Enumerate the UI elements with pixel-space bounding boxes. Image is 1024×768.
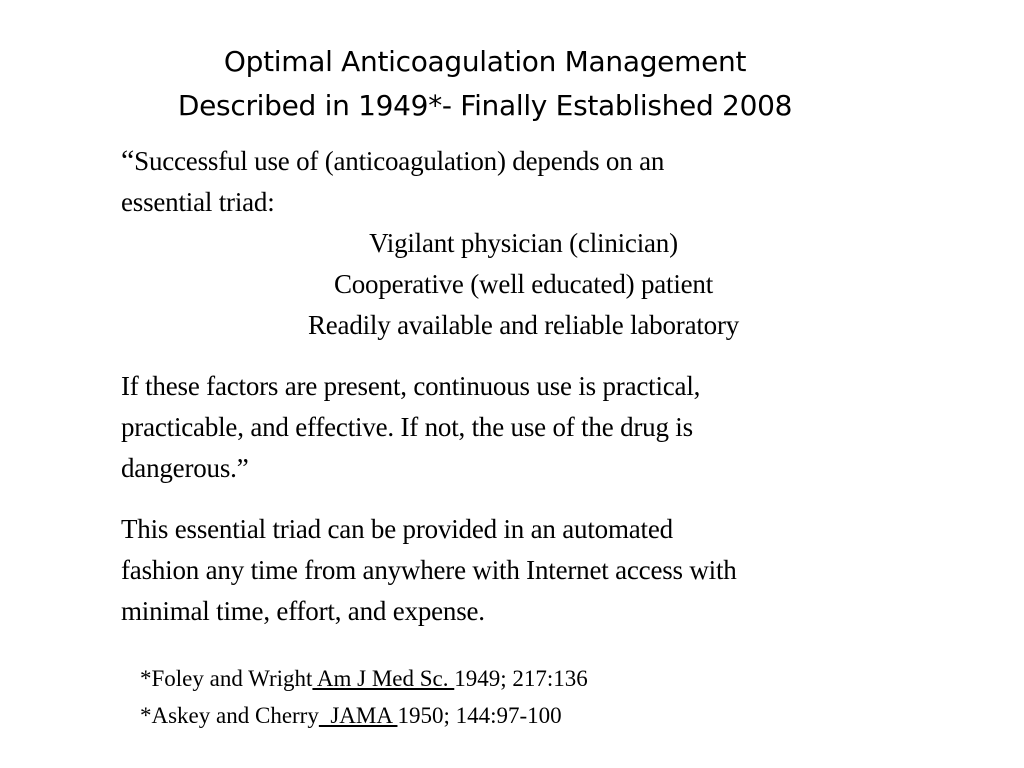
statement-line-1: This essential triad can be provided in an automated [121,514,673,544]
references [140,660,588,734]
reference-2-journal: JAMA [318,703,398,728]
statement-line-2: fashion any time from anywhere with Internet access with [121,555,737,585]
factors-line-3: dangerous.” [121,453,249,483]
reference-1-authors: *Foley and Wright [140,666,313,691]
reference-askey-cherry [140,697,588,734]
quote-intro-text-1: Successful use of (anticoagulation) depends on an [134,146,665,176]
reference-1-citation: 1949; 217:136 [454,666,588,691]
quote-intro-line-2: essential triad: [121,187,275,217]
reference-2-citation: 1950; 144:97-100 [397,703,562,728]
triad-item-patient: Cooperative (well educated) patient [333,269,714,299]
factors-line-1: If these factors are present, continuous use is practical, [121,371,701,401]
quote-factors-paragraph [121,366,921,489]
title-line-1: Optimal Anticoagulation Management [223,45,747,78]
triad-item-physician: Vigilant physician (clinician) [369,228,678,258]
slide-title [0,40,970,128]
quote-intro-line-1 [121,140,921,182]
factors-line-2: practicable, and effective. If not, the use of the drug is [121,412,693,442]
statement-paragraph [121,509,921,632]
reference-2-authors: *Askey and Cherry [140,703,319,728]
statement-line-3: minimal time, effort, and expense. [121,596,485,626]
title-line-2: Described in 1949*- Finally Established 2008 [177,89,793,122]
slide-body [121,140,921,632]
triad-item-laboratory: Readily available and reliable laboratory [307,310,740,340]
reference-1-journal: Am J Med Sc. [312,666,455,691]
triad-list [121,223,921,346]
reference-foley-wright [140,660,588,697]
open-quote-mark: “ [121,144,135,177]
